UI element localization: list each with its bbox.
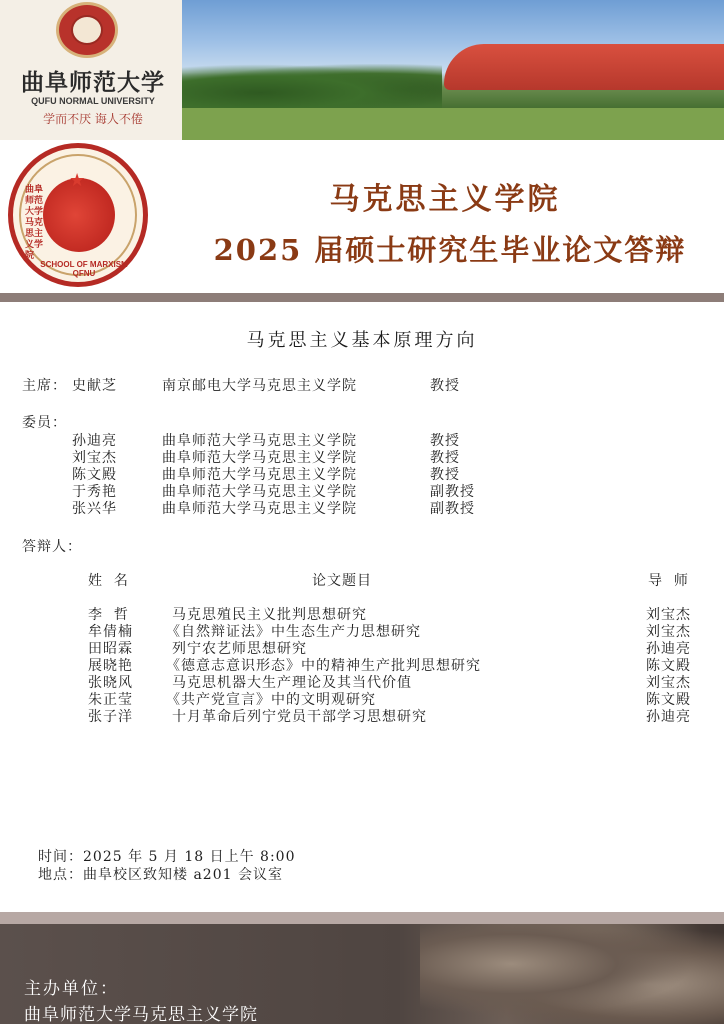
stone-relief-image xyxy=(420,924,724,1024)
footer-divider xyxy=(0,912,724,924)
committee-member-title: 教授 xyxy=(430,433,460,449)
committee-member-org: 曲阜师范大学马克思主义学院 xyxy=(162,501,357,517)
defender-advisor: 孙迪亮 xyxy=(646,709,691,725)
committee-label: 委员： xyxy=(22,415,67,431)
defender-thesis: 马克思殖民主义批判思想研究 xyxy=(172,607,367,623)
organizer-label: 主办单位： xyxy=(24,979,119,998)
chair-org: 南京邮电大学马克思主义学院 xyxy=(162,378,357,394)
defender-name: 张子洋 xyxy=(88,709,133,725)
university-logo-panel xyxy=(0,0,182,140)
defense-place: 地点：曲阜校区致知楼 a201 会议室 xyxy=(38,867,283,883)
page-title: 马克思主义学院 xyxy=(329,182,561,217)
committee-member-name: 于秀艳 xyxy=(72,484,117,500)
defender-thesis: 《德意志意识形态》中的精神生产批判思想研究 xyxy=(166,658,481,674)
column-header-advisor: 导 师 xyxy=(648,573,689,589)
committee-member-title: 副教授 xyxy=(430,484,475,500)
defense-time: 时间：2025 年 5 月 18 日上午 8:00 xyxy=(38,849,296,865)
committee-member-org: 曲阜师范大学马克思主义学院 xyxy=(162,467,357,483)
university-motto: 学而不厌 诲人不倦 xyxy=(43,112,143,126)
chair-name: 史献芝 xyxy=(72,378,117,394)
defender-advisor: 陈文殿 xyxy=(646,658,691,674)
committee-member-org: 曲阜师范大学马克思主义学院 xyxy=(162,450,357,466)
campus-photo xyxy=(182,0,724,140)
defender-name: 朱正莹 xyxy=(88,692,133,708)
committee-member-org: 曲阜师范大学马克思主义学院 xyxy=(162,433,357,449)
research-direction: 马克思主义基本原理方向 xyxy=(246,330,478,351)
university-english-name: QUFU NORMAL UNIVERSITY xyxy=(31,96,155,106)
committee-member-title: 教授 xyxy=(430,450,460,466)
committee-member-title: 副教授 xyxy=(430,501,475,517)
defender-name: 展晓艳 xyxy=(88,658,133,674)
defender-thesis: 《共产党宣言》中的文明观研究 xyxy=(166,692,376,708)
emblem-text-cn: 曲阜师范大学马克思主义学院 xyxy=(25,184,44,260)
defender-advisor: 陈文殿 xyxy=(646,692,691,708)
defender-thesis: 马克思机器大生产理论及其当代价值 xyxy=(172,675,412,691)
defender-name: 牟倩楠 xyxy=(88,624,133,640)
committee-member-title: 教授 xyxy=(430,467,460,483)
page-subtitle: 2025 届硕士研究生毕业论文答辩 xyxy=(213,233,687,267)
committee-member-name: 陈文殿 xyxy=(72,467,117,483)
star-icon: ★ xyxy=(69,170,86,191)
school-of-marxism-emblem xyxy=(8,143,148,287)
header-divider xyxy=(0,293,724,302)
defender-advisor: 刘宝杰 xyxy=(646,675,691,691)
defender-name: 李 哲 xyxy=(88,607,129,623)
defender-name: 田昭霖 xyxy=(88,641,133,657)
defender-thesis: 《自然辩证法》中生态生产力思想研究 xyxy=(166,624,421,640)
organizer-name: 曲阜师范大学马克思主义学院 xyxy=(24,1005,258,1024)
emblem-text-en: SCHOOL OF MARXISM QFNU xyxy=(40,260,128,278)
chair-label: 主席： xyxy=(22,378,67,394)
committee-member-name: 孙迪亮 xyxy=(72,433,117,449)
defenders-label: 答辩人： xyxy=(22,539,82,555)
chair-title: 教授 xyxy=(430,378,460,394)
committee-member-org: 曲阜师范大学马克思主义学院 xyxy=(162,484,357,500)
defender-advisor: 刘宝杰 xyxy=(646,624,691,640)
defender-name: 张晓风 xyxy=(88,675,133,691)
university-seal-icon xyxy=(56,2,118,58)
defender-thesis: 十月革命后列宁党员干部学习思想研究 xyxy=(172,709,427,725)
defender-thesis: 列宁农艺师思想研究 xyxy=(172,641,307,657)
defender-advisor: 孙迪亮 xyxy=(646,641,691,657)
defender-advisor: 刘宝杰 xyxy=(646,607,691,623)
committee-member-name: 刘宝杰 xyxy=(72,450,117,466)
committee-member-name: 张兴华 xyxy=(72,501,117,517)
column-header-thesis: 论文题目 xyxy=(312,573,372,589)
university-name: 曲阜师范大学 xyxy=(21,69,165,96)
column-header-name: 姓 名 xyxy=(88,573,129,589)
